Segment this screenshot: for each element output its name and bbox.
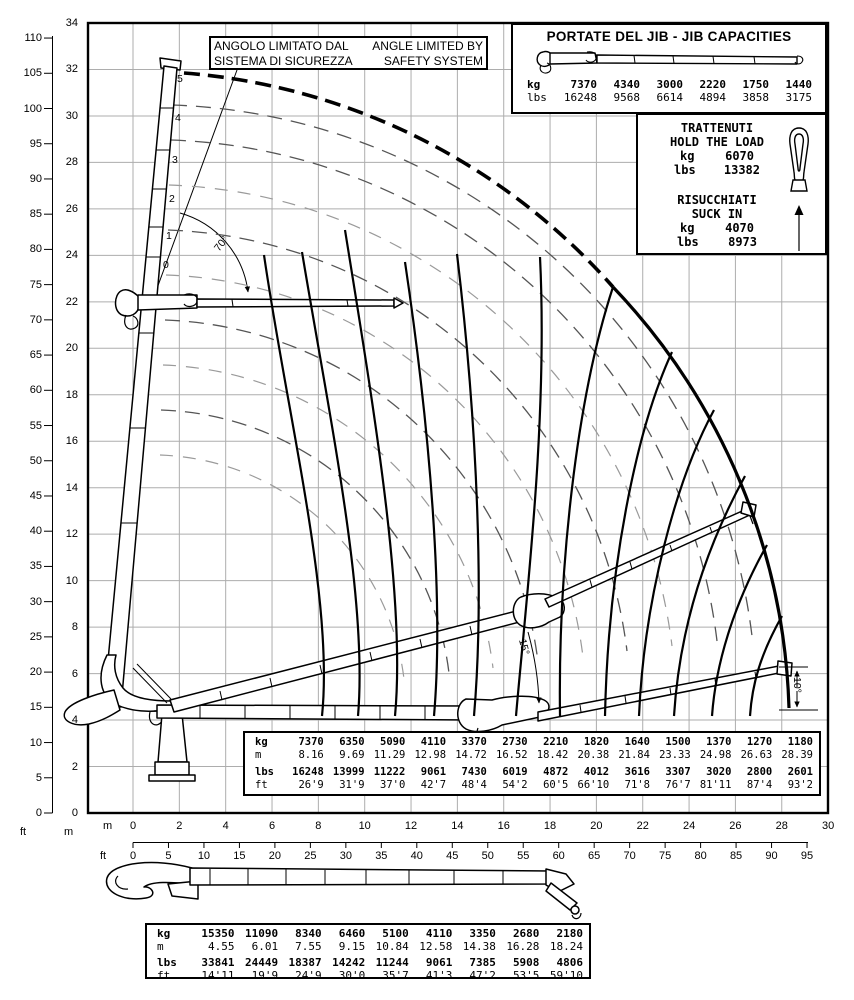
row-label: ft	[157, 968, 171, 982]
jib-capacities-title: PORTATE DEL JIB - JIB CAPACITIES	[546, 29, 792, 44]
axis-tick-label: 10	[358, 820, 371, 832]
axis-tick-label: 45	[446, 850, 459, 862]
axis-tick-label: 105	[23, 67, 42, 80]
table-cell: 14.72	[455, 749, 487, 761]
table-cell: 30'0	[338, 968, 366, 982]
table-cell: 24.98	[699, 749, 732, 761]
axis-tick-label: 20	[65, 342, 78, 355]
table-cell: 41'3	[425, 968, 453, 982]
axis-tick-label: 8	[315, 820, 322, 832]
table-cell: 4872	[543, 766, 569, 778]
table-cell: 3858	[742, 91, 769, 104]
axis-tick-label: 10	[197, 850, 211, 862]
axis-tick-label: 20	[268, 850, 282, 862]
load-icons	[781, 125, 817, 255]
table-cell: 2601	[787, 766, 813, 778]
axis-tick-label: 24	[65, 249, 78, 262]
row-label: lbs	[255, 766, 274, 778]
table-cell: 1270	[746, 736, 773, 748]
axis-tick-label: 10	[65, 574, 78, 587]
mast-drawing	[104, 58, 181, 707]
table-cell: 12.58	[419, 939, 453, 953]
table-cell: 4340	[613, 78, 640, 91]
table-cell: 4806	[556, 956, 583, 969]
table-cell: 42'7	[420, 779, 447, 791]
table-cell: 31'9	[339, 779, 365, 791]
table-cell: 66'10	[577, 779, 610, 791]
table-cell: 9.69	[339, 749, 365, 761]
axis-tick-label: 85	[729, 850, 743, 862]
table-cell: 14242	[332, 956, 366, 969]
table-cell: 1500	[665, 736, 691, 748]
table-cell: 18.24	[549, 939, 583, 953]
table-cell: 35'7	[382, 968, 409, 982]
axis-tick-label: 0	[71, 807, 78, 819]
jib-capacities-table	[519, 78, 821, 104]
bottom-ft-unit-label: ft	[100, 850, 107, 862]
table-cell: 28.39	[781, 749, 813, 761]
safety-note-italian: ANGOLO LIMITATO DAL SISTEMA DI SICUREZZA	[214, 39, 353, 68]
safety-limit-note	[209, 36, 488, 70]
table-cell: 4012	[583, 766, 610, 778]
table-cell: 1640	[624, 736, 650, 748]
axis-tick-label: 22	[636, 820, 649, 832]
mast-section-number: 4	[175, 112, 181, 124]
axis-tick-label: 65	[29, 349, 42, 362]
table-row	[247, 736, 817, 749]
axis-tick-label: 0	[129, 850, 137, 862]
table-row	[519, 78, 821, 91]
table-cell: 54'2	[502, 779, 528, 791]
table-cell: 7385	[469, 956, 496, 969]
axis-tick-label: 24	[682, 820, 696, 832]
table-cell: 7.55	[295, 939, 322, 953]
table-cell: 33841	[201, 956, 235, 969]
table-cell: 16248	[563, 91, 597, 104]
jib-10deg-drawing	[458, 661, 792, 740]
axis-tick-label: 60	[29, 384, 42, 397]
axis-tick-label: 6	[268, 820, 276, 832]
row-label: m	[157, 939, 164, 953]
table-cell: 81'11	[699, 779, 732, 791]
row-label: lbs	[527, 91, 547, 104]
axis-tick-label: 45	[29, 489, 42, 502]
axis-tick-label: 14	[65, 481, 78, 494]
table-cell: 53'5	[512, 968, 540, 982]
table-cell: 1440	[785, 78, 812, 91]
table-cell: 4110	[420, 736, 447, 748]
table-cell: 14.38	[462, 939, 496, 953]
table-row	[247, 779, 817, 792]
left-ft-unit-label: ft	[20, 826, 27, 838]
jib-capacities-box	[511, 23, 827, 114]
table-cell: 1370	[706, 736, 732, 748]
table-row	[519, 91, 821, 104]
table-cell: 11222	[373, 766, 406, 778]
table-cell: 2180	[556, 927, 583, 940]
table-cell: 14'11	[201, 968, 235, 982]
table-cell: 87'4	[746, 779, 773, 791]
table-cell: 1180	[787, 736, 813, 748]
table-cell: 18387	[288, 956, 322, 969]
axis-tick-label: 65	[588, 850, 601, 862]
table-row	[149, 941, 587, 954]
table-cell: 2210	[543, 736, 569, 748]
axis-tick-label: 4	[71, 714, 78, 727]
mast-section-number: 1	[166, 230, 172, 242]
row-label: ft	[255, 779, 268, 791]
table-cell: 3616	[624, 766, 650, 778]
axis-tick-label: 16	[497, 820, 510, 832]
left-m-unit-label: m	[64, 826, 74, 838]
axis-tick-label: 0	[35, 807, 42, 819]
axis-tick-label: 70	[623, 850, 636, 862]
axis-tick-label: 26	[65, 202, 78, 215]
table-cell: 7430	[461, 766, 487, 778]
boom-extended-drawing	[107, 863, 581, 919]
table-cell: 20.38	[577, 749, 610, 761]
table-cell: 48'4	[461, 779, 487, 791]
mast-section-number: 0	[163, 259, 169, 271]
axis-tick-label: 55	[517, 850, 530, 862]
table-cell: 4.55	[208, 939, 235, 953]
table-cell: 7370	[298, 736, 324, 748]
axis-tick-label: 40	[410, 850, 423, 862]
table-cell: 15350	[201, 927, 235, 940]
row-label: lbs	[157, 956, 177, 969]
table-row	[247, 766, 817, 779]
load-info-box	[636, 113, 827, 255]
axis-tick-label: 4	[222, 820, 229, 832]
axis-tick-label: 26	[729, 820, 742, 832]
table-cell: 1750	[742, 78, 769, 91]
table-cell: 8.16	[298, 749, 324, 761]
table-cell: 9061	[425, 956, 453, 969]
table-cell: 5908	[512, 956, 540, 969]
axis-tick-label: 14	[451, 820, 464, 832]
table-cell: 7370	[570, 78, 597, 91]
table-cell: 4110	[425, 927, 453, 940]
axis-tick-label: 28	[775, 820, 788, 832]
bottom-m-unit-label: m	[103, 820, 113, 832]
axis-tick-label: 75	[659, 850, 672, 862]
table-cell: 3307	[665, 766, 691, 778]
axis-tick-label: 10	[29, 736, 42, 749]
boom-horizontal-drawing	[157, 705, 470, 720]
axis-tick-label: 70	[29, 313, 42, 326]
axis-tick-label: 18	[65, 388, 78, 401]
axis-tick-label: 34	[65, 17, 78, 29]
table-cell: 26.63	[740, 749, 773, 761]
table-cell: 26'9	[298, 779, 324, 791]
table-row	[149, 970, 587, 983]
axis-tick-label: 18	[543, 820, 557, 832]
table-cell: 24'9	[295, 968, 322, 982]
table-cell: 71'8	[624, 779, 650, 791]
table-cell: 59'10	[549, 968, 583, 982]
table-cell: 3370	[461, 736, 487, 748]
axis-tick-label: 55	[29, 419, 42, 432]
row-label: m	[255, 749, 262, 761]
table-cell: 47'2	[469, 968, 496, 982]
axis-tick-label: 22	[65, 295, 78, 308]
axis-tick-label: 95	[800, 850, 814, 862]
table-cell: 2680	[512, 927, 540, 940]
axis-tick-label: 25	[29, 630, 42, 643]
axis-tick-label: 85	[29, 208, 42, 221]
axis-tick-label: 6	[71, 667, 78, 680]
axis-tick-label: 12	[65, 528, 78, 541]
table-cell: 11090	[244, 927, 279, 940]
table-cell: 3000	[656, 78, 683, 91]
table-cell: 24449	[244, 956, 279, 969]
axis-tick-label: 15	[233, 850, 246, 862]
table-cell: 9061	[420, 766, 447, 778]
axis-tick-label: 5	[35, 771, 42, 784]
row-label: kg	[255, 736, 268, 748]
axis-tick-label: 35	[29, 560, 42, 573]
table-cell: 76'7	[665, 779, 691, 791]
table-cell: 2800	[746, 766, 773, 778]
axis-tick-label: 0	[129, 820, 137, 832]
safety-note-english: ANGLE LIMITED BY SAFETY SYSTEM	[372, 39, 483, 68]
table-row	[149, 928, 587, 941]
table-cell: 16248	[292, 766, 324, 778]
boom-limit-angle-label: 70°	[211, 233, 232, 254]
axis-tick-label: 20	[590, 820, 603, 832]
axis-tick-label: 30	[821, 820, 835, 832]
axis-tick-label: 60	[552, 850, 565, 862]
axis-tick-label: 90	[29, 172, 42, 185]
table-cell: 11.29	[373, 749, 406, 761]
table-cell: 11244	[375, 956, 409, 969]
table-cell: 60'5	[543, 779, 569, 791]
axis-tick-label: 28	[65, 156, 78, 169]
boom-capacity-table	[145, 923, 591, 982]
axis-tick-label: 32	[65, 63, 78, 76]
table-cell: 8340	[295, 927, 322, 940]
table-cell: 4894	[699, 91, 726, 104]
axis-tick-label: 50	[481, 850, 494, 862]
table-cell: 10.84	[375, 939, 409, 953]
table-cell: 6.01	[251, 939, 279, 953]
suck-in-arrow-icon	[795, 205, 804, 251]
row-label: kg	[157, 927, 171, 940]
table-cell: 6614	[656, 91, 683, 104]
table-cell: 93'2	[787, 779, 813, 791]
axis-tick-label: 75	[29, 278, 42, 291]
table-cell: 16.28	[506, 939, 540, 953]
axis-tick-label: 80	[694, 850, 707, 862]
table-cell: 3020	[706, 766, 732, 778]
table-cell: 16.52	[496, 749, 528, 761]
mast-section-number: 3	[172, 154, 178, 166]
axis-tick-label: 35	[375, 850, 388, 862]
table-cell: 3175	[785, 91, 812, 104]
axis-tick-label: 30	[29, 595, 42, 608]
table-cell: 18.42	[536, 749, 569, 761]
jib-mid-angle-label: 15°	[516, 637, 532, 657]
axis-tick-label: 90	[765, 850, 778, 862]
table-row	[149, 957, 587, 970]
axis-tick-label: 15	[29, 701, 42, 714]
jib-low-angle-label: 10°	[791, 677, 803, 693]
table-cell: 5100	[382, 927, 409, 940]
axis-tick-label: 100	[23, 102, 42, 115]
table-cell: 2220	[699, 78, 726, 91]
axis-tick-label: 8	[71, 621, 78, 634]
table-cell: 37'0	[380, 779, 406, 791]
axis-tick-label: 30	[65, 109, 78, 122]
table-cell: 2730	[502, 736, 528, 748]
table-cell: 6460	[338, 927, 366, 940]
hold-the-load-block: TRATTENUTI HOLD THE LOAD kg 6070 lbs 13382	[670, 121, 764, 177]
shackle-icon	[790, 128, 808, 191]
axis-tick-label: 80	[29, 243, 42, 256]
table-cell: 6019	[502, 766, 528, 778]
suck-in-block: RISUCCHIATI SUCK IN kg 4070 lbs 8973	[677, 193, 757, 249]
table-cell: 6350	[339, 736, 365, 748]
axis-tick-label: 2	[176, 820, 183, 832]
axis-tick-label: 50	[29, 454, 42, 467]
table-cell: 23.33	[659, 749, 691, 761]
table-cell: 13999	[332, 766, 365, 778]
axis-tick-label: 40	[29, 525, 42, 538]
jib-capacity-table	[243, 731, 821, 796]
axis-tick-label: 110	[24, 32, 42, 45]
axis-tick-label: 16	[65, 435, 78, 448]
axis-tick-label: 30	[339, 850, 352, 862]
axis-tick-label: 12	[404, 820, 418, 832]
axis-tick-label: 2	[71, 760, 78, 773]
mast-section-number: 2	[169, 193, 175, 205]
jib-schematic-icon	[535, 49, 807, 77]
table-cell: 19'9	[251, 968, 279, 982]
table-cell: 1820	[583, 736, 610, 748]
table-cell: 12.98	[414, 749, 447, 761]
mast-section-number: 5	[177, 73, 183, 85]
table-row	[247, 749, 817, 762]
table-cell: 9.15	[338, 939, 366, 953]
row-label: kg	[527, 78, 541, 91]
table-cell: 3350	[469, 927, 496, 940]
table-cell: 5090	[380, 736, 406, 748]
table-cell: 21.84	[618, 749, 650, 761]
axis-tick-label: 5	[165, 850, 172, 862]
axis-tick-label: 95	[29, 137, 42, 150]
table-cell: 9568	[613, 91, 640, 104]
axis-tick-label: 20	[29, 666, 42, 679]
axis-tick-label: 25	[304, 850, 317, 862]
